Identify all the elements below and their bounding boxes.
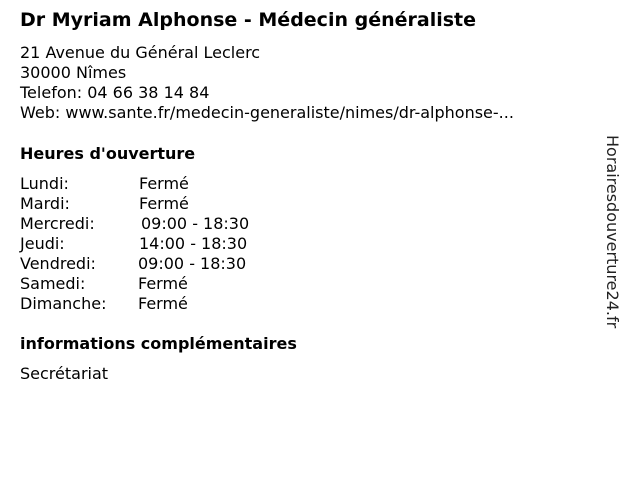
day-label: Mercredi: [20, 214, 95, 233]
address-block [20, 43, 514, 123]
hours-value: Fermé [138, 294, 188, 313]
hours-row-wednesday [20, 214, 320, 234]
site-watermark: Horairesdouverture24.fr [603, 135, 622, 329]
hours-value: Fermé [139, 194, 189, 213]
day-label: Vendredi: [20, 254, 96, 273]
info-heading: informations complémentaires [20, 334, 297, 353]
page-title: Dr Myriam Alphonse - Médecin généraliste [20, 9, 476, 31]
day-label: Lundi: [20, 174, 69, 193]
phone-number: Telefon: 04 66 38 14 84 [20, 83, 210, 102]
hours-value: Fermé [138, 274, 188, 293]
hours-row-monday [20, 174, 320, 194]
hours-row-sunday [20, 294, 320, 314]
website-link[interactable]: Web: www.sante.fr/medecin-generaliste/nimes/dr-alphonse-... [20, 103, 514, 122]
hours-heading: Heures d'ouverture [20, 144, 196, 163]
hours-row-thursday [20, 234, 320, 254]
day-label: Samedi: [20, 274, 86, 293]
address-city: 30000 Nîmes [20, 63, 127, 82]
hours-table [20, 174, 320, 314]
hours-row-friday [20, 254, 320, 274]
hours-row-tuesday [20, 194, 320, 214]
address-street: 21 Avenue du Général Leclerc [20, 43, 261, 62]
hours-value: 09:00 - 18:30 [138, 254, 247, 273]
day-label: Dimanche: [20, 294, 107, 313]
hours-value: Fermé [139, 174, 189, 193]
hours-value: 09:00 - 18:30 [141, 214, 250, 233]
day-label: Mardi: [20, 194, 70, 213]
hours-value: 14:00 - 18:30 [139, 234, 248, 253]
hours-row-saturday [20, 274, 320, 294]
day-label: Jeudi: [20, 234, 65, 253]
info-text: Secrétariat [20, 364, 109, 383]
